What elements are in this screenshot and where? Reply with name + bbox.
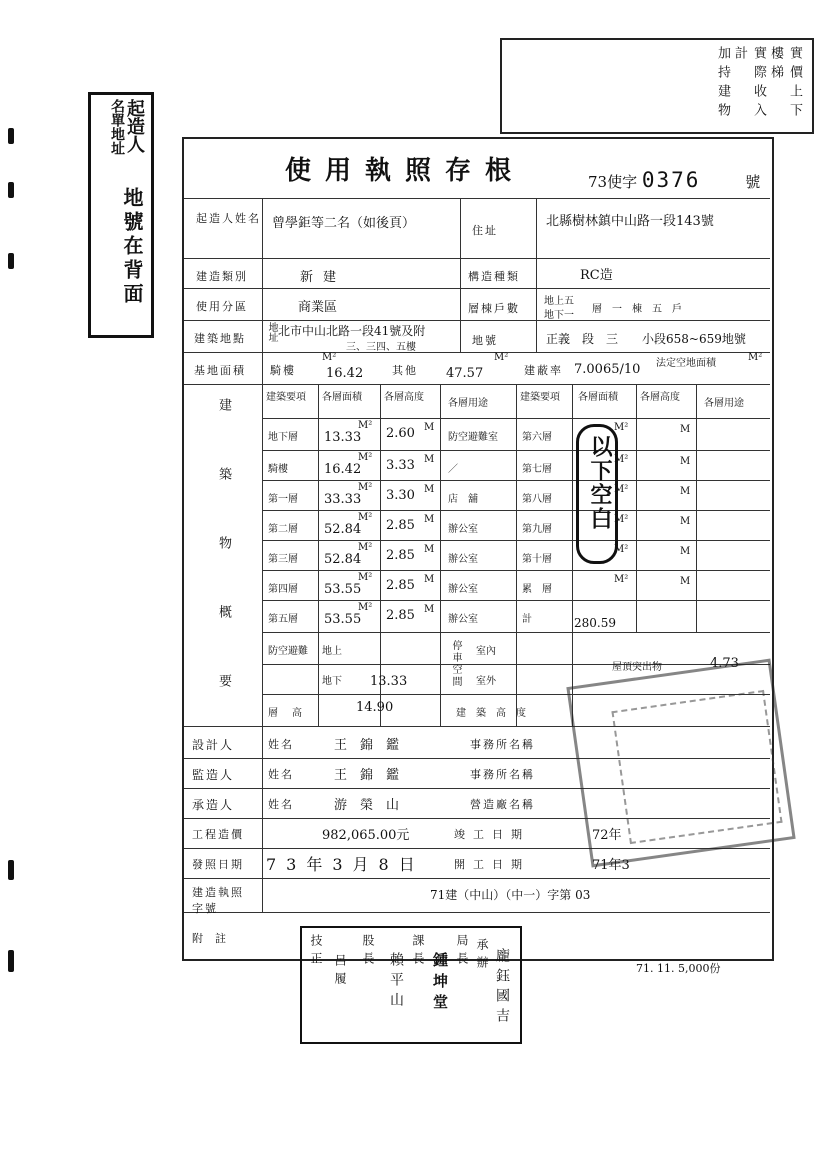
structure-value: RC造 <box>580 268 613 283</box>
approval-cell: 技正 <box>309 934 323 970</box>
unit-m2: M² <box>614 514 629 525</box>
unit-m2: M² <box>614 454 629 465</box>
col-header: 建築要項 <box>266 392 306 403</box>
rule <box>184 320 770 321</box>
shelter-below: 地下 <box>322 676 342 687</box>
side-note-lot: 地號在背面 <box>120 187 144 307</box>
approval-name: 鍾坤堂 <box>431 952 449 1015</box>
col-header: 建築要項 <box>520 392 560 403</box>
owner-label: 起造人姓名 <box>196 212 261 225</box>
top-right-line: 實際收入計 <box>732 46 766 122</box>
floor-height: 2.85 <box>386 518 415 533</box>
contractor-label: 承造人 <box>192 798 235 812</box>
unit-m2: M² <box>614 422 629 433</box>
floor-item: 第三層 <box>268 554 298 565</box>
floor-use: 店 舖 <box>448 494 478 505</box>
unit-m2: M² <box>614 544 629 555</box>
coverage-label: 建蔽率 <box>524 364 563 377</box>
unit-m: M <box>680 546 691 557</box>
building-section-label: 建築物概要 <box>216 398 231 743</box>
permit-ref-label: 建造執照字號 <box>192 886 244 915</box>
col-header: 各層用途 <box>448 398 488 409</box>
rule <box>184 878 770 879</box>
col-header: 各層高度 <box>384 392 424 403</box>
parking-in: 室內 <box>476 646 496 657</box>
floor-item: 計 <box>522 614 532 625</box>
approval-cell: 局長 <box>455 934 469 970</box>
punch-mark <box>8 253 14 269</box>
other-area: 47.57 <box>446 366 484 381</box>
unit-m2: M² <box>358 452 373 463</box>
blank-stamp <box>576 424 618 564</box>
name-label: 姓名 <box>268 798 294 811</box>
name-label: 姓名 <box>268 738 294 751</box>
approval-cell: 股長 <box>361 934 375 970</box>
site-addr-label: 地址 <box>266 322 277 342</box>
form-title: 使用執照存根 <box>285 156 526 186</box>
floors-units: 層 一 棟 五 戶 <box>592 304 682 315</box>
rule <box>440 384 441 726</box>
unit-m2: M² <box>358 602 373 613</box>
lot-value: 正義 段 三 小段658~659地號 <box>546 332 746 346</box>
floor-item: 累 層 <box>522 584 552 595</box>
rule <box>636 384 637 632</box>
floor-item: 第十層 <box>522 554 552 565</box>
blank-stamp-text: 以下空白 <box>587 435 613 531</box>
build-type-value: 新建 <box>300 270 347 285</box>
approval-name: 龐鈺國吉 <box>494 948 510 1028</box>
unit-m2: M² <box>614 484 629 495</box>
unit-m: M <box>680 424 691 435</box>
unit-m2: M² <box>358 572 373 583</box>
floor-use: 辦公室 <box>448 584 478 595</box>
side-note-owner: 起造人 <box>124 99 145 153</box>
owner-value: 曾學鉅等二名（如後頁） <box>272 216 416 231</box>
qilou-label: 騎樓 <box>270 364 296 377</box>
bldg-height-label: 建築高度 <box>456 708 536 719</box>
unit-m: M <box>680 576 691 587</box>
zone-label: 使用分區 <box>196 300 248 313</box>
issue-label: 發照日期 <box>192 858 244 871</box>
firm-label: 營造廠名稱 <box>470 798 535 811</box>
unit-m: M <box>424 454 435 465</box>
shelter-label: 防空避難 <box>268 646 308 657</box>
rule <box>696 384 697 632</box>
rule <box>184 352 770 353</box>
issue-value: 73年3月8日 <box>266 855 425 874</box>
floor-item: 第一層 <box>268 494 298 505</box>
floor-area: 52.84 <box>324 552 362 567</box>
shelter-below-value: 13.33 <box>370 674 408 689</box>
contractor-name: 游 榮 山 <box>334 798 400 813</box>
complete-value: 72年 <box>592 828 622 843</box>
floor-item: 第六層 <box>522 432 552 443</box>
rule <box>184 912 770 913</box>
floor-area: 52.84 <box>324 522 362 537</box>
unit-m: M <box>424 604 435 615</box>
remark-label: 附註 <box>192 932 238 945</box>
col-header: 各層面積 <box>578 392 618 403</box>
floor-area: 53.55 <box>324 582 362 597</box>
unit-m2: M² <box>358 482 373 493</box>
approval-cell: 承辦 <box>475 938 489 974</box>
rule <box>184 384 770 385</box>
unit-m2: M² <box>322 352 337 363</box>
roof-value: 4.73 <box>710 656 739 671</box>
office-label: 事務所名稱 <box>470 738 535 751</box>
site-value: 北市中山北路一段41號及附 <box>278 324 426 338</box>
footer-print-note: 71. 11. 5,000份 <box>636 962 721 975</box>
unit-m2: M² <box>748 352 763 363</box>
floor-area: 53.55 <box>324 612 362 627</box>
rule <box>262 198 263 912</box>
unit-m2: M² <box>358 542 373 553</box>
floor-item: 第九層 <box>522 524 552 535</box>
address-label: 住址 <box>472 224 498 237</box>
designer-label: 設計人 <box>192 738 235 752</box>
unit-m2: M² <box>358 512 373 523</box>
roof-label: 屋頂突出物 <box>612 662 662 673</box>
shelter-above: 地上 <box>322 646 342 657</box>
unit-m: M <box>680 516 691 527</box>
rule <box>184 198 770 199</box>
col-header: 各層高度 <box>640 392 680 403</box>
permit-prefix: 73使字 <box>588 173 638 191</box>
supervisor-name: 王 錦 鑑 <box>334 768 400 783</box>
approval-name: 賴平山 <box>388 952 404 1012</box>
permit-suffix: 號 <box>745 173 761 191</box>
floor-use: 辦公室 <box>448 614 478 625</box>
side-note-address: 名單地址 <box>109 99 125 155</box>
parking-out: 室外 <box>476 676 496 687</box>
designer-name: 王 錦 鑑 <box>334 738 400 753</box>
name-label: 姓名 <box>268 768 294 781</box>
complete-label: 竣工日期 <box>454 828 530 841</box>
floor-height: 2.60 <box>386 426 415 441</box>
unit-m: M <box>424 514 435 525</box>
start-label: 開工日期 <box>454 858 530 871</box>
rule <box>318 384 319 726</box>
top-right-stamp <box>500 38 814 134</box>
unit-m2: M² <box>358 420 373 431</box>
unit-m: M <box>680 456 691 467</box>
punch-mark <box>8 950 14 972</box>
cost-label: 工程造價 <box>192 828 244 841</box>
unit-m: M <box>424 574 435 585</box>
address-value: 北縣樹林鎮中山路一段143號 <box>546 214 714 229</box>
floor-height: 2.85 <box>386 608 415 623</box>
qilou-area: 16.42 <box>326 366 364 381</box>
floor-use: ／ <box>448 464 458 475</box>
legal-label: 法定空地面積 <box>656 358 716 369</box>
floor-area: 16.42 <box>324 462 362 477</box>
height-value: 14.90 <box>356 700 394 715</box>
unit-m: M <box>424 544 435 555</box>
parking-label: 停車空間 <box>450 640 461 688</box>
rule <box>460 198 461 352</box>
office-label: 事務所名稱 <box>470 768 535 781</box>
rule <box>572 384 573 726</box>
zone-value: 商業區 <box>298 300 338 315</box>
floor-use: 辦公室 <box>448 524 478 535</box>
top-right-line: 實價上下樓梯 <box>768 46 802 122</box>
punch-mark <box>8 860 14 880</box>
site-label: 建築地點 <box>194 332 246 345</box>
rule <box>536 198 537 352</box>
col-header: 各層面積 <box>322 392 362 403</box>
site-value-2: 三、三四、五樓 <box>346 342 416 353</box>
coverage-value: 7.0065/10 <box>574 362 641 377</box>
rule <box>516 384 517 726</box>
unit-m2: M² <box>614 574 629 585</box>
floors-above: 地上五 <box>544 296 574 307</box>
floor-height: 2.85 <box>386 578 415 593</box>
approval-name: 呂履 <box>333 954 347 990</box>
supervisor-label: 監造人 <box>192 768 235 782</box>
height-label: 層高 <box>268 708 316 719</box>
approval-strip <box>300 926 522 1044</box>
unit-m: M <box>424 484 435 495</box>
floor-use: 防空避難室 <box>448 432 498 443</box>
floor-area: 13.33 <box>324 430 362 445</box>
top-right-line: 加持建物 <box>715 46 730 122</box>
rule <box>184 258 770 259</box>
start-value: 71年3 <box>592 858 630 873</box>
floors-label: 層棟戶數 <box>468 302 520 315</box>
floor-item: 第八層 <box>522 494 552 505</box>
lot-label: 地號 <box>472 334 498 347</box>
permit-number <box>588 168 760 192</box>
side-note-box <box>88 92 154 338</box>
floor-item: 第五層 <box>268 614 298 625</box>
unit-m: M <box>424 422 435 433</box>
floor-use: 辦公室 <box>448 554 478 565</box>
other-label: 其他 <box>392 364 418 377</box>
area-label: 基地面積 <box>194 364 246 377</box>
floor-item: 第七層 <box>522 464 552 475</box>
floor-area: 33.33 <box>324 492 362 507</box>
unit-m: M <box>680 486 691 497</box>
col-header: 各層用途 <box>704 398 744 409</box>
permit-no: 0376 <box>641 168 701 192</box>
punch-mark <box>8 182 14 198</box>
floor-item: 騎樓 <box>268 464 288 475</box>
structure-label: 構造種類 <box>468 270 520 283</box>
approval-cell: 課長 <box>411 934 425 970</box>
floor-item: 地下層 <box>268 432 298 443</box>
permit-ref-value: 71建（中山）（中一）字第 03 <box>430 888 591 902</box>
total-area: 280.59 <box>574 616 616 630</box>
floor-height: 3.30 <box>386 488 415 503</box>
cost-value: 982,065.00元 <box>322 828 410 843</box>
floor-height: 3.33 <box>386 458 415 473</box>
large-seal-inner <box>611 690 782 844</box>
unit-m2: M² <box>494 352 509 363</box>
floor-height: 2.85 <box>386 548 415 563</box>
rule <box>184 288 770 289</box>
floor-item: 第二層 <box>268 524 298 535</box>
floors-below: 地下一 <box>544 310 574 321</box>
floor-item: 第四層 <box>268 584 298 595</box>
punch-mark <box>8 128 14 144</box>
build-type-label: 建造類別 <box>196 270 248 283</box>
